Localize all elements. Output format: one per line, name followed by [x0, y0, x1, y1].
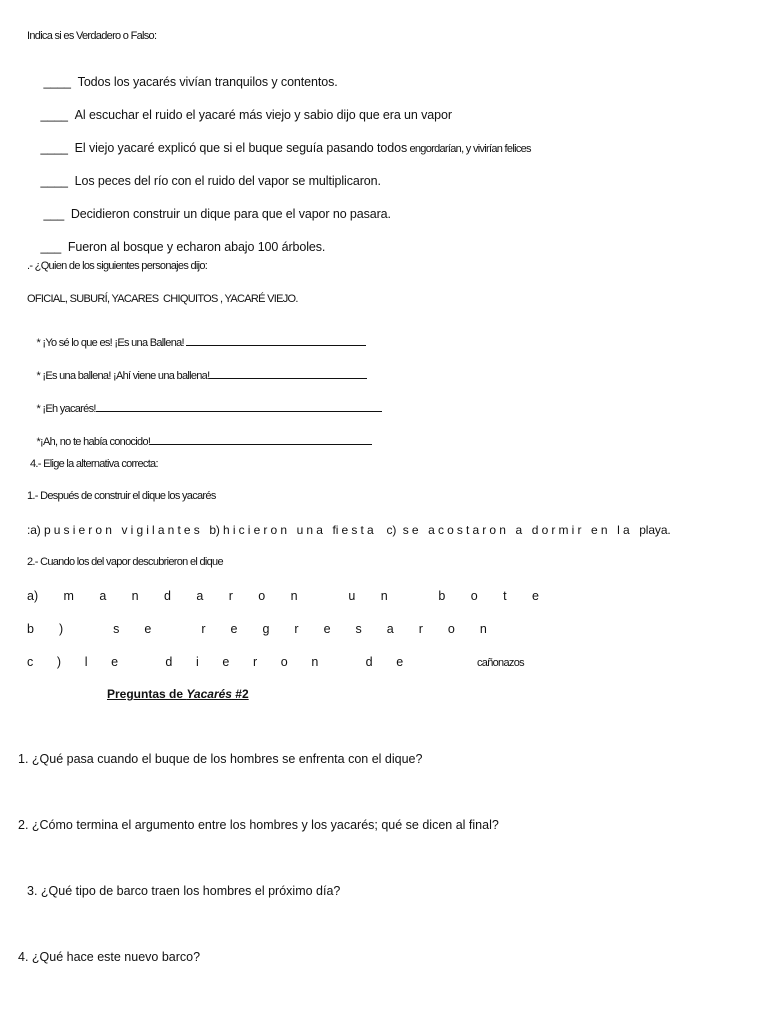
option-char: e: [222, 655, 230, 669]
option-char: i: [195, 655, 199, 669]
quote-text: * ¡Es una ballena! ¡Ahí viene una ballena!: [36, 370, 210, 382]
option-char: r: [228, 589, 233, 603]
option-char: e: [531, 589, 539, 603]
tf-text: Al escuchar el ruido el yacaré más viejo y sabio dijo que era un vapor: [74, 107, 452, 122]
option-char: r: [252, 655, 258, 669]
mc-option-c[interactable]: [27, 655, 567, 669]
section3-heading: 4.- Elige la alternativa correcta:: [30, 458, 158, 470]
option-c-letters: [27, 655, 427, 669]
section1-heading: Indica si es Verdadero o Falso:: [27, 30, 157, 42]
option-letter: b: [27, 622, 34, 636]
tf-blank[interactable]: ____: [40, 107, 68, 122]
answer-line[interactable]: [96, 410, 382, 412]
mc-option-b[interactable]: [27, 622, 487, 636]
tf-blank[interactable]: ____: [43, 74, 71, 89]
option-char: u: [348, 589, 356, 603]
option-char: o: [258, 589, 266, 603]
tf-text: El viejo yacaré explicó que si el buque seguía pasando todos: [74, 140, 408, 155]
option-letter: a): [27, 589, 39, 603]
quote-4: [27, 426, 372, 459]
title-suffix: #2: [231, 687, 249, 701]
option-char: n: [380, 589, 388, 603]
option-char: g: [262, 622, 270, 636]
tf-item-2: [27, 96, 452, 134]
option-char: r: [418, 622, 423, 636]
option-char: n: [479, 622, 487, 636]
tf-item-5: [30, 195, 391, 233]
option-char: n: [131, 589, 139, 603]
mc-option-a[interactable]: [27, 589, 539, 603]
option-char: d: [365, 655, 373, 669]
open-question-1: 1. ¿Qué pasa cuando el buque de los hombres se enfrenta con el dique?: [18, 752, 423, 766]
tf-text-tail: engordarían, y vivirían felices: [407, 142, 531, 155]
tf-text: Decidieron construir un dique para que el vapor no pasara.: [70, 206, 391, 221]
tf-blank[interactable]: ___: [40, 239, 62, 254]
option-char: ): [56, 655, 62, 669]
answer-line[interactable]: [150, 443, 372, 445]
quote-text: *¡Ah, no te había conocido!: [36, 436, 151, 448]
answer-line[interactable]: [186, 344, 366, 346]
tf-item-4: [27, 162, 381, 200]
mc-question-1: 1.- Después de construir el dique los yacarés: [27, 490, 216, 502]
option-char: t: [503, 589, 507, 603]
section4-title: [107, 688, 249, 700]
option-char: d: [165, 655, 173, 669]
section2-heading: .- ¿Quien de los siguientes personajes dijo:: [27, 260, 208, 272]
option-char: s: [355, 622, 362, 636]
option-char: l: [84, 655, 88, 669]
option-char: n: [311, 655, 319, 669]
option-letter: c: [27, 655, 34, 669]
tf-blank[interactable]: ___: [43, 206, 65, 221]
answer-line[interactable]: [209, 377, 367, 379]
mc-question-2: 2.- Cuando los del vapor descubrieron el dique: [27, 556, 223, 568]
tf-text: Fueron al bosque y echaron abajo 100 árboles.: [67, 239, 326, 254]
option-char: b: [438, 589, 446, 603]
option-char: a: [196, 589, 204, 603]
tf-text: Todos los yacarés vivían tranquilos y contentos.: [77, 74, 338, 89]
option-char: r: [294, 622, 299, 636]
tf-blank[interactable]: ____: [40, 140, 68, 155]
tf-blank[interactable]: ____: [40, 173, 68, 188]
option-char: o: [470, 589, 478, 603]
quote-text: * ¡Yo sé lo que es! ¡Es una Ballena!: [36, 337, 187, 349]
option-char: m: [63, 589, 74, 603]
tf-text: Los peces del río con el ruido del vapor se multiplicaron.: [74, 173, 381, 188]
option-char: d: [164, 589, 171, 603]
option-char: e: [144, 622, 152, 636]
quote-2: [27, 360, 367, 393]
option-char: a: [386, 622, 394, 636]
characters-list: OFICIAL, SUBURÍ, YACARES CHIQUITOS , YACARÉ VIEJO.: [27, 293, 298, 305]
option-char: ): [58, 622, 64, 636]
option-char: o: [447, 622, 455, 636]
option-char: e: [230, 622, 238, 636]
option-char: e: [111, 655, 119, 669]
option-char: e: [396, 655, 404, 669]
quote-1: [27, 327, 366, 360]
quote-text: * ¡Eh yacarés!: [36, 403, 96, 415]
option-char: n: [290, 589, 298, 603]
title-prefix: Preguntas de: [107, 687, 187, 701]
option-c-tail: cañonazos: [477, 657, 524, 669]
option-char: r: [201, 622, 206, 636]
option-char: s: [113, 622, 120, 636]
option-char: e: [323, 622, 331, 636]
open-question-3: 3. ¿Qué tipo de barco traen los hombres el próximo día?: [27, 884, 341, 898]
open-question-4: 4. ¿Qué hace este nuevo barco?: [18, 950, 201, 964]
tf-item-1: [30, 63, 338, 101]
option-char: a: [99, 589, 107, 603]
option-char: o: [280, 655, 288, 669]
open-question-2: 2. ¿Cómo termina el argumento entre los hombres y los yacarés; qué se dicen al final?: [18, 818, 499, 832]
mc-options-1[interactable]: :a) p u s i e r o n v i g i l a n t e s b) h i c i e r o n u n a fi e s t a c) s e a c o s t a r o n a d o r m i r e n l a playa.: [27, 523, 671, 537]
quote-3: [27, 393, 382, 426]
title-italic: Yacarés: [186, 687, 232, 701]
